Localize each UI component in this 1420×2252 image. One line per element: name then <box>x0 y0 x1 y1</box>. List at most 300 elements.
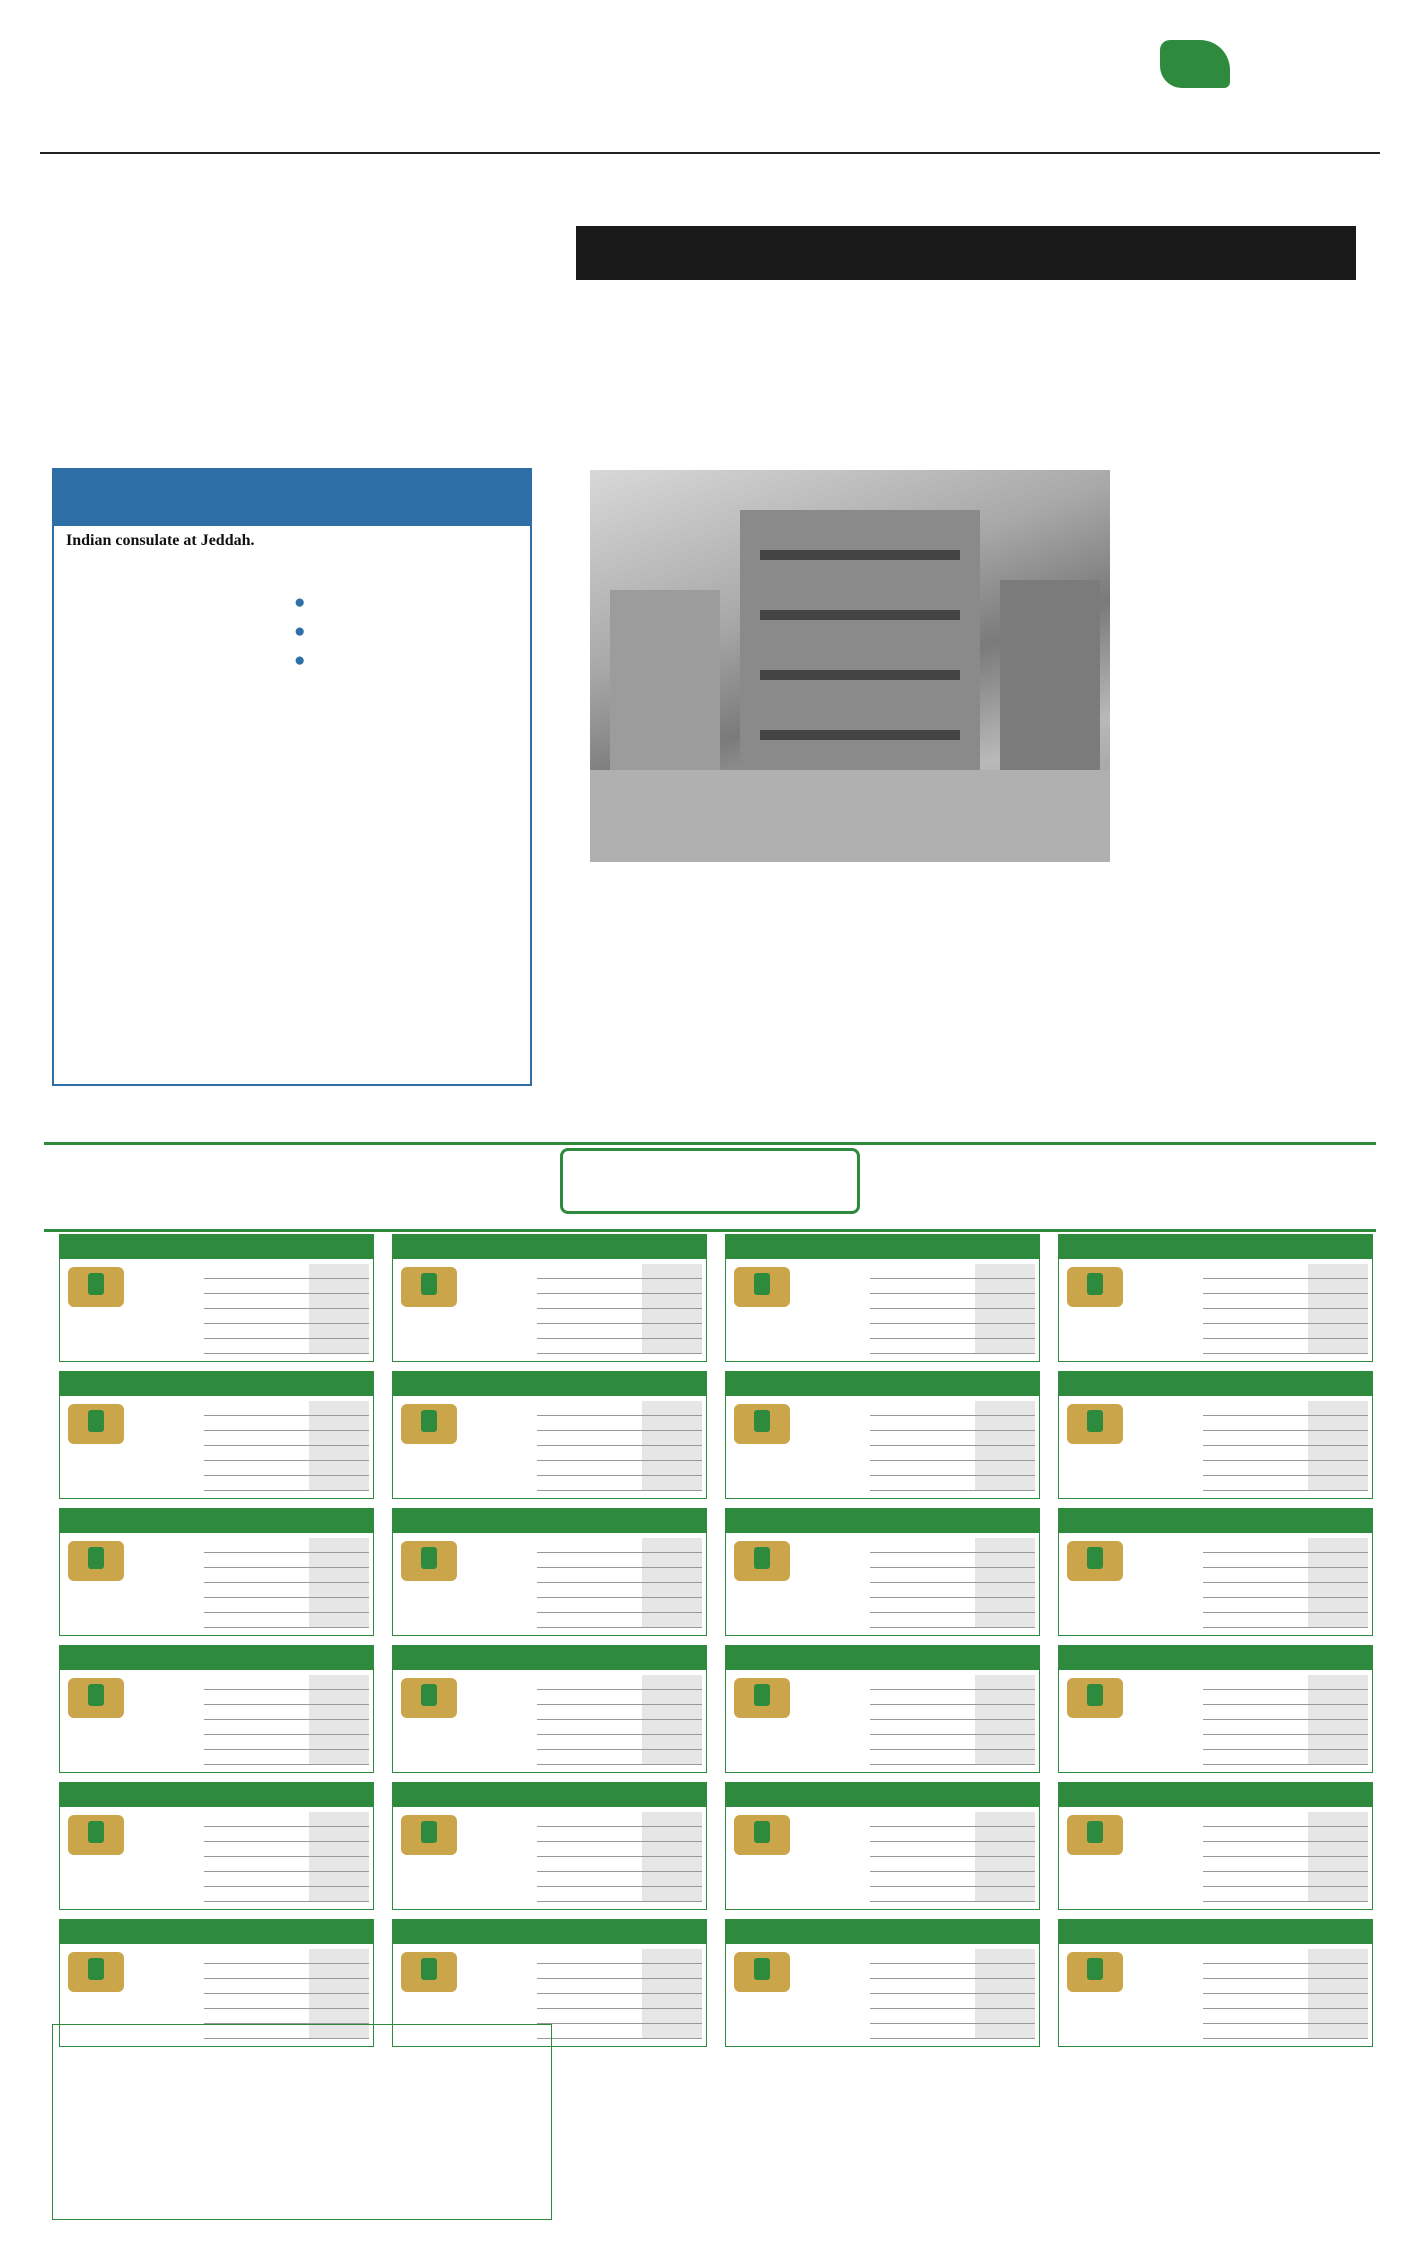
notice-row <box>204 1476 369 1491</box>
notice-label <box>975 1431 1035 1445</box>
notice-value <box>1203 1994 1308 2008</box>
ministry-emblem-icon <box>401 1267 457 1307</box>
ministry-emblem-icon <box>1067 1815 1123 1855</box>
notice-table <box>204 1264 369 1354</box>
notice-body <box>726 1807 1039 1910</box>
notice-label <box>309 1553 369 1567</box>
notice-header <box>60 1920 373 1944</box>
notice-row <box>537 1309 702 1324</box>
notice-value <box>870 2009 975 2023</box>
notice-header <box>726 1509 1039 1533</box>
execution-notice-card <box>1058 1508 1373 1636</box>
notice-label <box>1308 1872 1368 1886</box>
notice-label <box>975 1705 1035 1719</box>
article-column-3 <box>590 870 842 1082</box>
notice-label <box>1308 1949 1368 1963</box>
notice-value <box>537 1872 642 1886</box>
notice-label <box>1308 1827 1368 1841</box>
notice-header <box>393 1783 706 1807</box>
notice-label <box>1308 1994 1368 2008</box>
notice-row <box>1203 1964 1368 1979</box>
notice-value <box>204 1568 309 1582</box>
notice-header <box>60 1509 373 1533</box>
notice-value <box>537 1279 642 1293</box>
notice-label <box>975 1416 1035 1430</box>
notice-value <box>204 1979 309 1993</box>
notice-value <box>870 1690 975 1704</box>
notice-row <box>1203 1476 1368 1491</box>
notice-row <box>1203 1872 1368 1887</box>
notice-label <box>309 1964 369 1978</box>
notice-label <box>1308 1401 1368 1415</box>
notice-row <box>537 1964 702 1979</box>
notice-table <box>1203 1812 1368 1902</box>
notice-body <box>1059 1259 1372 1362</box>
notice-value <box>870 1401 975 1415</box>
notice-header <box>60 1372 373 1396</box>
notice-value <box>1203 1401 1308 1415</box>
notice-label <box>309 1812 369 1826</box>
notice-label <box>975 1949 1035 1963</box>
notice-value <box>537 1812 642 1826</box>
notice-value <box>537 1690 642 1704</box>
notice-header <box>726 1646 1039 1670</box>
notice-row <box>204 1553 369 1568</box>
notice-value <box>870 1431 975 1445</box>
notice-label <box>309 1538 369 1552</box>
notice-value <box>870 1264 975 1278</box>
notice-row <box>870 1675 1035 1690</box>
notice-value <box>870 1887 975 1901</box>
ministry-emblem-icon <box>734 1678 790 1718</box>
notice-row <box>870 1476 1035 1491</box>
notice-value <box>1203 1842 1308 1856</box>
notice-label <box>309 1446 369 1460</box>
classifieds-header <box>54 470 530 526</box>
notice-value <box>870 1598 975 1612</box>
notice-value <box>870 1538 975 1552</box>
notice-row <box>204 1857 369 1872</box>
notice-label <box>1308 1416 1368 1430</box>
notice-row <box>537 1827 702 1842</box>
notice-label <box>309 1994 369 2008</box>
notice-label <box>642 1401 702 1415</box>
destroyed-buildings-photo <box>590 470 1110 862</box>
notice-value <box>204 1720 309 1734</box>
notice-label <box>309 1264 369 1278</box>
notice-row <box>870 1720 1035 1735</box>
notice-label <box>975 1613 1035 1627</box>
ministry-emblem-icon <box>1067 1952 1123 1992</box>
notice-row <box>204 1887 369 1902</box>
notice-label <box>975 1842 1035 1856</box>
notice-row <box>870 1842 1035 1857</box>
notice-label <box>642 1264 702 1278</box>
notice-table <box>1203 1264 1368 1354</box>
notice-row <box>1203 1705 1368 1720</box>
execution-notice-card <box>59 1234 374 1362</box>
notice-label <box>975 1720 1035 1734</box>
notice-value <box>537 1294 642 1308</box>
notice-value <box>537 1964 642 1978</box>
notice-label <box>309 1979 369 1993</box>
ministry-emblem-icon <box>734 1404 790 1444</box>
notice-value <box>870 2024 975 2038</box>
notice-row <box>204 1416 369 1431</box>
notice-value <box>870 1461 975 1475</box>
notice-value <box>1203 1735 1308 1749</box>
notice-row <box>204 1613 369 1628</box>
notice-label <box>642 1857 702 1871</box>
notice-body <box>60 1807 373 1910</box>
notice-row <box>204 1720 369 1735</box>
notice-row <box>870 1598 1035 1613</box>
notice-value <box>204 1324 309 1338</box>
notice-value <box>204 1750 309 1764</box>
notice-value <box>1203 1461 1308 1475</box>
notice-label <box>309 1598 369 1612</box>
notice-value <box>204 1827 309 1841</box>
ministry-emblem-icon <box>401 1952 457 1992</box>
notice-value <box>537 1887 642 1901</box>
notice-value <box>1203 1279 1308 1293</box>
notice-label <box>975 1553 1035 1567</box>
notice-row <box>537 1812 702 1827</box>
notice-header <box>1059 1646 1372 1670</box>
masthead-rule <box>40 152 1380 154</box>
notice-row <box>1203 1553 1368 1568</box>
execution-notice-card <box>392 1234 707 1362</box>
notice-body <box>726 1670 1039 1773</box>
execution-notice-card <box>392 1508 707 1636</box>
notice-value <box>1203 1294 1308 1308</box>
notice-label <box>975 1887 1035 1901</box>
notice-label <box>1308 1720 1368 1734</box>
notice-table <box>537 1812 702 1902</box>
court-banner-title <box>560 1148 860 1214</box>
notice-row <box>870 1979 1035 1994</box>
notice-value <box>1203 1416 1308 1430</box>
notice-row <box>204 1598 369 1613</box>
notice-row <box>1203 1598 1368 1613</box>
notice-row <box>537 1735 702 1750</box>
notice-row <box>1203 1309 1368 1324</box>
notice-label <box>1308 1446 1368 1460</box>
notice-label <box>1308 1294 1368 1308</box>
execution-notice-card <box>1058 1371 1373 1499</box>
notice-body <box>393 1670 706 1773</box>
notice-label <box>1308 1613 1368 1627</box>
execution-notice-card <box>392 1782 707 1910</box>
notice-label <box>975 1735 1035 1749</box>
notice-value <box>870 1979 975 1993</box>
notice-value <box>870 1842 975 1856</box>
notice-value <box>870 1812 975 1826</box>
notice-value <box>204 1857 309 1871</box>
notice-row <box>537 1750 702 1765</box>
notice-value <box>870 1994 975 2008</box>
notice-row <box>204 1872 369 1887</box>
notice-value <box>204 1872 309 1886</box>
notice-table <box>537 1401 702 1491</box>
notice-row <box>537 1568 702 1583</box>
ministry-emblem-icon <box>401 1815 457 1855</box>
notice-label <box>309 1339 369 1353</box>
notice-row <box>1203 1339 1368 1354</box>
notice-row <box>870 1416 1035 1431</box>
notice-row <box>204 1446 369 1461</box>
notice-body <box>60 1259 373 1362</box>
notice-body <box>393 1259 706 1362</box>
notice-label <box>1308 1309 1368 1323</box>
notice-row <box>537 1264 702 1279</box>
notice-header <box>60 1235 373 1259</box>
notice-table <box>870 1812 1035 1902</box>
notice-value <box>1203 1872 1308 1886</box>
ministry-emblem-icon <box>1067 1404 1123 1444</box>
notice-row <box>870 1812 1035 1827</box>
notice-row <box>1203 1827 1368 1842</box>
notice-value <box>870 1872 975 1886</box>
notice-value <box>537 1613 642 1627</box>
notice-row <box>204 1461 369 1476</box>
notice-value <box>1203 1476 1308 1490</box>
notice-row <box>537 1339 702 1354</box>
notice-value <box>204 1964 309 1978</box>
notice-value <box>870 1339 975 1353</box>
notice-label <box>642 1887 702 1901</box>
notice-label <box>1308 1675 1368 1689</box>
notice-label <box>975 1872 1035 1886</box>
english-ads-column <box>294 592 522 1076</box>
notice-value <box>870 1446 975 1460</box>
notice-label <box>975 1294 1035 1308</box>
ministry-emblem-icon <box>68 1404 124 1444</box>
notice-label <box>642 1294 702 1308</box>
notice-row <box>1203 1264 1368 1279</box>
notice-label <box>309 1476 369 1490</box>
notice-label <box>309 1735 369 1749</box>
notice-label <box>975 1857 1035 1871</box>
notice-header <box>726 1783 1039 1807</box>
ministry-emblem-icon <box>1067 1678 1123 1718</box>
notice-value <box>870 1476 975 1490</box>
notice-value <box>204 1339 309 1353</box>
notice-row <box>870 1264 1035 1279</box>
notice-value <box>204 1705 309 1719</box>
ministry-emblem-icon <box>401 1678 457 1718</box>
notice-value <box>204 1294 309 1308</box>
notice-row <box>1203 1979 1368 1994</box>
notice-value <box>537 1264 642 1278</box>
notice-row <box>1203 1750 1368 1765</box>
notice-row <box>1203 2009 1368 2024</box>
notice-label <box>975 1690 1035 1704</box>
notice-row <box>1203 1887 1368 1902</box>
notice-value <box>1203 1568 1308 1582</box>
notice-table <box>537 1675 702 1765</box>
notice-label <box>642 1279 702 1293</box>
notice-body <box>1059 1533 1372 1636</box>
notice-header <box>1059 1372 1372 1396</box>
notice-value <box>204 1309 309 1323</box>
notice-value <box>1203 1827 1308 1841</box>
notice-label <box>309 1294 369 1308</box>
notice-label <box>309 1613 369 1627</box>
notice-label <box>1308 1461 1368 1475</box>
notice-value <box>537 1598 642 1612</box>
notice-row <box>1203 1720 1368 1735</box>
notice-label <box>642 1583 702 1597</box>
notice-body <box>1059 1807 1372 1910</box>
notice-table <box>204 1401 369 1491</box>
notice-value <box>537 2024 642 2038</box>
notice-row <box>870 1553 1035 1568</box>
notice-value <box>537 1431 642 1445</box>
notice-label <box>642 2024 702 2038</box>
notice-value <box>204 1446 309 1460</box>
notice-label <box>975 2009 1035 2023</box>
notice-row <box>870 1431 1035 1446</box>
notice-value <box>1203 1446 1308 1460</box>
notice-label <box>642 1964 702 1978</box>
notice-row <box>204 1827 369 1842</box>
notice-row <box>870 1872 1035 1887</box>
notice-row <box>537 1324 702 1339</box>
notice-label <box>642 1812 702 1826</box>
notice-row <box>870 1568 1035 1583</box>
notice-label <box>1308 1964 1368 1978</box>
notice-row <box>1203 1279 1368 1294</box>
notice-value <box>1203 1857 1308 1871</box>
notice-row <box>204 1309 369 1324</box>
notice-header <box>393 1920 706 1944</box>
notice-header <box>726 1372 1039 1396</box>
notice-value <box>870 1857 975 1871</box>
notice-row <box>1203 1675 1368 1690</box>
notice-row <box>537 1949 702 1964</box>
notice-table <box>870 1264 1035 1354</box>
notice-value <box>870 1309 975 1323</box>
execution-notice-card <box>59 1782 374 1910</box>
notice-label <box>975 1675 1035 1689</box>
notice-row <box>1203 1324 1368 1339</box>
notice-label <box>975 2024 1035 2038</box>
notice-row <box>870 1279 1035 1294</box>
notice-row <box>870 1613 1035 1628</box>
notice-row <box>870 2024 1035 2039</box>
notice-value <box>204 1553 309 1567</box>
notice-value <box>1203 1887 1308 1901</box>
notice-label <box>1308 1538 1368 1552</box>
notice-row <box>870 1294 1035 1309</box>
notice-row <box>204 1294 369 1309</box>
notice-label <box>642 2009 702 2023</box>
notice-label <box>642 1446 702 1460</box>
notice-label <box>1308 1339 1368 1353</box>
notice-label <box>642 1827 702 1841</box>
notice-body <box>60 1670 373 1773</box>
notice-header <box>1059 1235 1372 1259</box>
notice-row <box>537 1857 702 1872</box>
notice-value <box>204 1812 309 1826</box>
notice-row <box>870 1309 1035 1324</box>
notice-row <box>1203 1446 1368 1461</box>
notice-label <box>642 1339 702 1353</box>
notice-value <box>537 1750 642 1764</box>
execution-notice-card <box>59 1508 374 1636</box>
notice-row <box>870 2009 1035 2024</box>
map-icon <box>1160 40 1230 88</box>
notice-label <box>975 1583 1035 1597</box>
notice-value <box>537 1339 642 1353</box>
notice-row <box>537 1720 702 1735</box>
notice-value <box>204 1994 309 2008</box>
notice-row <box>204 1842 369 1857</box>
notice-label <box>1308 1264 1368 1278</box>
notice-label <box>1308 1690 1368 1704</box>
notice-value <box>204 1401 309 1415</box>
notice-value <box>1203 1690 1308 1704</box>
notice-label <box>642 1705 702 1719</box>
notice-row <box>204 1324 369 1339</box>
notice-row <box>870 1401 1035 1416</box>
notice-label <box>309 1720 369 1734</box>
execution-notice-card <box>392 1645 707 1773</box>
notice-value <box>1203 1431 1308 1445</box>
notice-value <box>537 1461 642 1475</box>
notice-value <box>537 1568 642 1582</box>
notice-row <box>1203 1842 1368 1857</box>
ministry-emblem-icon <box>401 1404 457 1444</box>
ministry-emblem-icon <box>1067 1267 1123 1307</box>
notice-row <box>1203 2024 1368 2039</box>
notice-row <box>204 1583 369 1598</box>
notice-table <box>870 1538 1035 1628</box>
notice-table <box>870 1675 1035 1765</box>
notice-row <box>537 1294 702 1309</box>
notice-label <box>642 1720 702 1734</box>
notice-value <box>204 1431 309 1445</box>
notice-row <box>204 1979 369 1994</box>
notice-body <box>60 1396 373 1499</box>
notice-label <box>1308 1857 1368 1871</box>
notice-header <box>60 1646 373 1670</box>
notice-value <box>870 1720 975 1734</box>
notice-label <box>642 1416 702 1430</box>
notice-row <box>204 1538 369 1553</box>
notice-label <box>309 1872 369 1886</box>
notice-row <box>204 1568 369 1583</box>
notice-row <box>537 1613 702 1628</box>
notice-value <box>870 1613 975 1627</box>
notice-body <box>1059 1670 1372 1773</box>
notice-label <box>975 1446 1035 1460</box>
notice-row <box>870 1750 1035 1765</box>
notice-label <box>1308 1887 1368 1901</box>
execution-notice-card <box>725 1508 1040 1636</box>
notice-value <box>537 1416 642 1430</box>
notice-body <box>726 1944 1039 2047</box>
notice-row <box>870 1949 1035 1964</box>
notice-value <box>204 1675 309 1689</box>
notice-row <box>537 1675 702 1690</box>
notice-label <box>309 1279 369 1293</box>
notice-body <box>1059 1944 1372 2047</box>
notice-value <box>537 1675 642 1689</box>
notice-label <box>642 1690 702 1704</box>
notice-value <box>870 1416 975 1430</box>
